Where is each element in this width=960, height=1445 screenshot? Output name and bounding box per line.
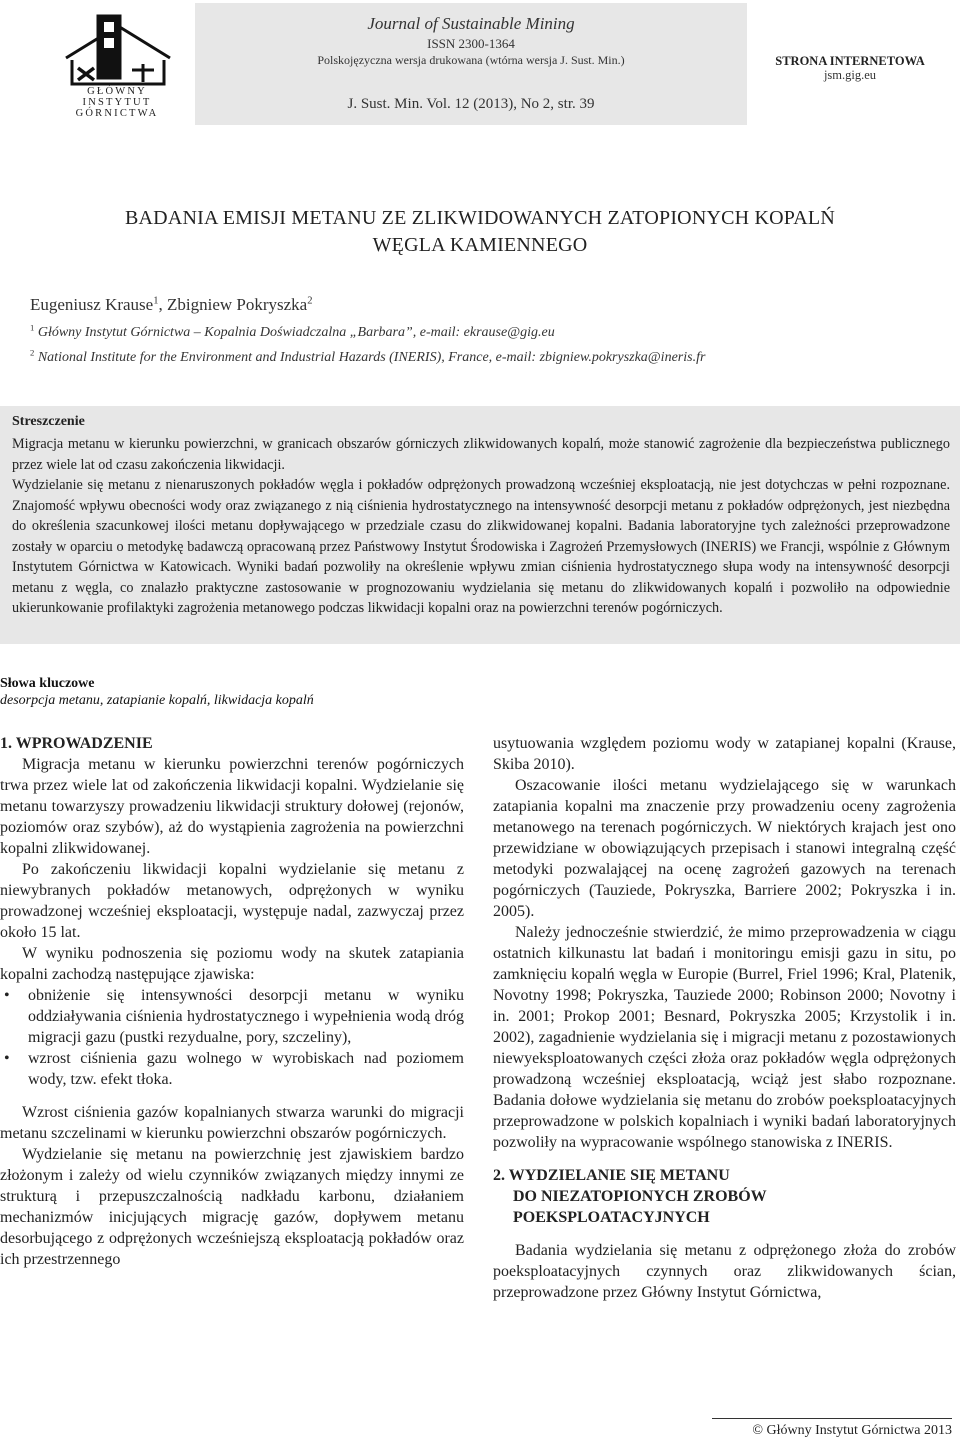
- title-line1: BADANIA EMISJI METANU ZE ZLIKWIDOWANYCH ZATOPIONYCH KOPALŃ: [125, 207, 835, 229]
- author-1: Eugeniusz Krause: [30, 295, 154, 314]
- journal-citation: J. Sust. Min. Vol. 12 (2013), No 2, str. 39: [347, 96, 595, 112]
- paragraph: Badania wydzielania się metanu z odprężonego złoża do zrobów poeksploatacyjnych czynnych oraz zlikwidowanych ścian, przeprowadzone przez Główny Instytut Górnictwa,: [493, 1242, 956, 1301]
- list-item: [4, 985, 464, 1048]
- paragraph: Po zakończeniu likwidacji kopalni wydzielanie się metanu z niewybranych pokładów metanowych, odprężonych w wyniku prowadzonej wcześniej eksploatacji, występuje nadal, zazwyczaj przez około 15 lat.: [0, 861, 464, 941]
- section-2-heading-line2: DO NIEZATOPIONYCH ZROBÓW: [513, 1188, 767, 1205]
- abstract-paragraph-1: Migracja metanu w kierunku powierzchni, w granicach obszarów górniczych zlikwidowanych kopalń, może stanowić zagrożenie dla bezpieczeństwa publicznego przez wiele lat od czasu zakończenia likwidacji.: [12, 436, 950, 473]
- paragraph: Wydzielanie się metanu na powierzchnię jest zjawiskiem bardzo złożonym i zależy od wielu czynników związanych między innymi ze strukturą i przepuszczalnością nadkładu karbonu, działaniem mechanizmów inicjujących migrację gazów, dopływem metanu desorbującego z odprężonych wcześniejszą eksploatacją pokładów oraz ich przestrzennego: [0, 1146, 464, 1268]
- logo-line3: GÓRNICTWA: [75, 108, 159, 119]
- section-1-heading: 1. WPROWADZENIE: [0, 735, 153, 752]
- bullet-list: [0, 985, 464, 1090]
- logo-text: [52, 86, 182, 119]
- copyright: © Główny Instytut Górnictwa 2013: [752, 1423, 952, 1438]
- author-1-sup: 1: [153, 295, 159, 307]
- bullet-icon: •: [4, 987, 10, 1004]
- website-label: STRONA INTERNETOWA: [775, 54, 925, 68]
- affiliation-2-text: National Institute for the Environment and Industrial Hazards (INERIS), France, e-mail: zbigniew.pokryszka@ineris.fr: [37, 350, 706, 365]
- bullet-text: obniżenie się intensywności desorpcji metanu w wyniku oddziaływania ciśnienia hydrostatycznego i wypełnienia wodą dróg migracji gazu (pustki rezydualne, pory, szczeliny),: [28, 987, 464, 1046]
- abstract-heading: Streszczenie: [12, 414, 85, 429]
- abstract-paragraph-2: Wydzielanie się metanu z nienaruszonych pokładów węgla i pokładów odprężonych prowadzoną wcześniej eksploatacją, nie jest dotychczas w pełni rozpoznane. Znajomość wpływu obecności wody oraz związanego z nią ciśnienia hydrostatycznego na intensywność desorpcji metanu z pokładów odprężonych, jest niezbędna do określenia szacunkowej ilości metanu dopływającego w przedziale czasu do zlikwidowanej kopalni. Badania laboratoryjne tych zależności przeprowadzone zostały w oparciu o metodykę badawczą opracowaną przez Państwowy Instytut Środowiska i Zagrożeń Przemysłowych (INERIS) we Francji, wspólnie z Głównym Instytutem Górnictwa w Katowicach. Wyniki badań pozwoliły na określenie wpływu zmian ciśnienia hydrostatycznego słupa wody na intensywność desorpcji metanu z węgla, co znalazło praktyczne zastosowanie w prognozowaniu wydzielania się metanu do zlikwidowanych kopalń i pozwoliło na odpowiednie ukierunkowanie profilaktyki zagrożenia metanowego podczas likwidacji kopalni oraz na powierzchni terenów pogórniczych.: [12, 477, 950, 616]
- author-2-sup: 2: [307, 295, 313, 307]
- polish-version-note: Polskojęzyczna wersja drukowana (wtórna wersja J. Sust. Min.): [317, 53, 625, 67]
- section-2-heading-line3: POEKSPLOATACYJNYCH: [513, 1209, 710, 1226]
- author-2: Zbigniew Pokryszka: [166, 295, 308, 314]
- abstract-text: [12, 434, 950, 619]
- spacer: [0, 1090, 464, 1102]
- authors: [30, 295, 312, 315]
- paragraph: Wzrost ciśnienia gazów kopalnianych stwarza warunki do migracji metanu szczelinami w kierunku powierzchni obszarów pogórniczych.: [0, 1104, 464, 1142]
- title-line2: WĘGLA KAMIENNEGO: [372, 234, 588, 256]
- section-2-heading: [493, 1165, 956, 1228]
- affiliation-2-sup: 2: [30, 347, 35, 358]
- paragraph: Należy jednocześnie stwierdzić, że mimo przeprowadzenia w ciągu ostatnich kilkunastu lat badań i monitoringu emisji gazu in situ, po zamknięciu kopalń węgla w Europie (Burrel, Friel 1996; Kral, Platenik, Novotny 1998; Pokryszka, Tauziede 2000; Robinson 2000; Novotny i in. 2001; Prokop 2001; Besnard, Pokryszka 2005; Krzystolik i in. 2002), zagadnienie wydzielania się i migracji metanu z pozostawionych niewyeksploatowanych części złoża oraz pokładów węgla odprężonych prowadzoną wcześniej eksploatacją, wciąż jest słabo rozpoznane. Badania dołowe wydzielania się metanu do zrobów poeksploatacyjnych przeprowadzone w polskich kopalniach i wyniki badań laboratoryjnych pozwoliły na wypracowanie wspólnego stanowiska z INERIS.: [493, 924, 956, 1151]
- issn: ISSN 2300-1364: [427, 36, 515, 51]
- affiliation-1-text: Główny Instytut Górnictwa – Kopalnia Doświadczalna „Barbara”, e-mail: ekrause@gig.eu: [37, 325, 555, 340]
- right-column: [493, 733, 956, 1303]
- logo-line2: INSTYTUT: [82, 97, 152, 108]
- affiliation-2: [30, 347, 706, 366]
- logo-line1: GŁÓWNY: [87, 86, 147, 97]
- section-2-heading-line1: 2. WYDZIELANIE SIĘ METANU: [493, 1167, 730, 1184]
- author-sep: ,: [158, 295, 167, 314]
- paragraph: Migracja metanu w kierunku powierzchni terenów pogórniczych trwa przez wiele lat od zakończenia likwidacji kopalni. Wydzielanie się metanu towarzyszy prowadzeniu likwidacji struktury dołowej (rejonów, poziomów oraz szybów), aż do wystąpienia zagrożenia na powierzchni kopalni zlikwidowanej.: [0, 756, 464, 857]
- journal-name: Journal of Sustainable Mining: [367, 14, 575, 33]
- keywords-text: desorpcja metanu, zatapianie kopalń, likwidacja kopalń: [0, 693, 314, 708]
- spacer: [493, 1153, 956, 1165]
- bullet-text: wzrost ciśnienia gazu wolnego w wyrobiskach nad poziomem wody, tzw. efekt tłoka.: [28, 1050, 464, 1088]
- affiliation-1: [30, 322, 555, 341]
- left-column: [0, 733, 464, 1270]
- bullet-icon: •: [4, 1050, 10, 1067]
- spacer: [493, 1228, 956, 1240]
- footer-rule: [712, 1418, 952, 1419]
- article-title: [30, 205, 930, 259]
- keywords-heading: Słowa kluczowe: [0, 676, 95, 691]
- list-item: [4, 1048, 464, 1090]
- paragraph: Oszacowanie ilości metanu wydzielającego się w warunkach zatapiania kopalni ma znaczenie przy prowadzeniu oceny zagrożenia metanowego na terenach pogórniczych. W niektórych krajach jest ono przewidziane w obowiązujących przepisach i stanowi integralną część metodyki pozwalającej na ocenę zagrożeń gazowych na terenach pogórniczych (Tauziede, Pokryszka, Barriere 2002; Pokryszka i in. 2005).: [493, 777, 956, 920]
- website-link[interactable]: jsm.gig.eu: [823, 68, 877, 82]
- affiliation-1-sup: 1: [30, 322, 35, 333]
- paragraph: usytuowania względem poziomu wody w zatapianej kopalni (Krause, Skiba 2010).: [493, 735, 956, 773]
- paragraph: W wyniku podnoszenia się poziomu wody na skutek zatapiania kopalni zachodzą następujące zjawiska:: [0, 945, 464, 983]
